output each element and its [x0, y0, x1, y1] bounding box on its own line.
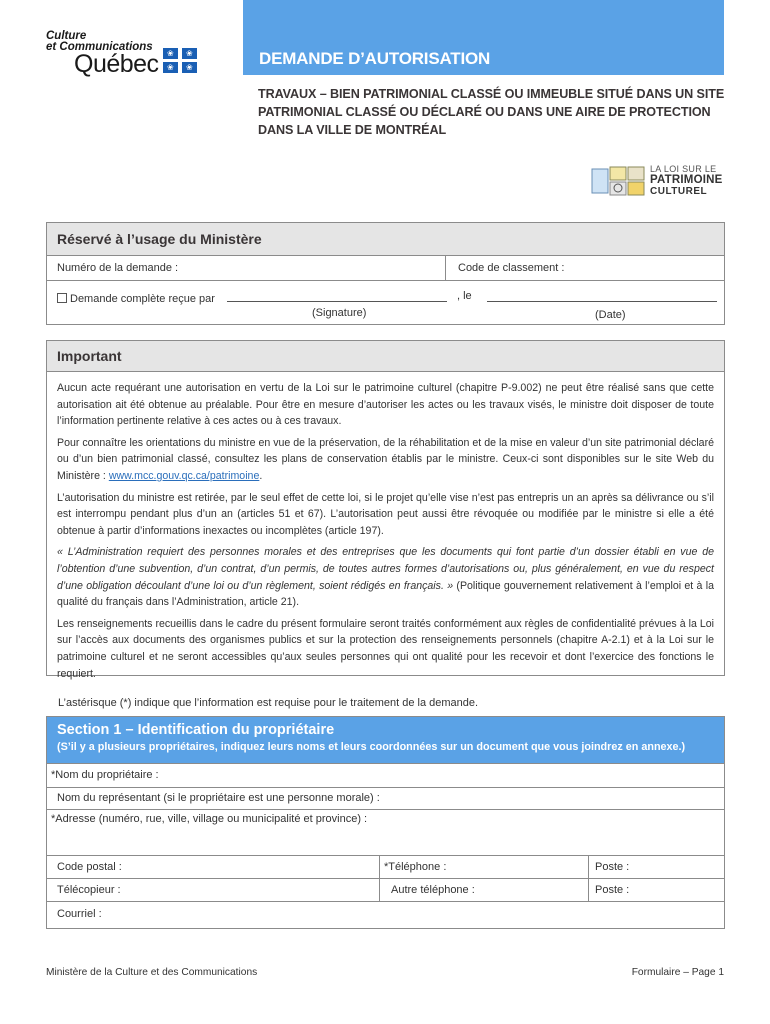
nom-proprietaire-field[interactable]: *Nom du propriétaire : — [51, 769, 159, 781]
law-logo-line-2: PATRIMOINE — [650, 174, 723, 186]
logo-line-communications: et Communications — [46, 41, 153, 53]
nom-representant-row[interactable] — [47, 787, 724, 809]
adresse-field[interactable]: *Adresse (numéro, rue, ville, village ou municipalité et province) : — [51, 813, 368, 825]
autre-telephone-field[interactable]: Autre téléphone : — [391, 884, 475, 896]
patrimoine-logo-icon — [590, 165, 646, 197]
demande-complete-checkbox[interactable] — [57, 293, 67, 303]
important-paragraph-2: Pour connaître les orientations du ministre en vue de la préservation, de la réhabilitation et de la mise en valeur d’un site patrimonial déclaré ou d’un bien patrimonial classé, consultez les plans de conservation établis par le ministre. Ceux-ci sont disponibles sur le site Web du Ministère : www.mcc.gouv.qc.ca/patrimoine. — [57, 436, 714, 482]
subtitle-line-1: TRAVAUX – BIEN PATRIMONIAL CLASSÉ OU IMMEUBLE SITUÉ DANS UN SITE — [258, 87, 725, 101]
numero-demande-field[interactable]: Numéro de la demande : — [57, 262, 179, 274]
code-postal-field[interactable]: Code postal : — [57, 861, 122, 873]
important-title: Important — [47, 341, 724, 372]
mcc-website-link[interactable]: www.mcc.gouv.qc.ca/patrimoine — [108, 469, 260, 482]
law-logo-line-3: CULTUREL — [650, 186, 708, 197]
title-bar-top — [243, 0, 724, 42]
poste-2-field[interactable]: Poste : — [595, 884, 630, 896]
code-classement-field[interactable]: Code de classement : — [458, 262, 565, 274]
code-postal-row — [47, 855, 724, 878]
telephone-field[interactable]: *Téléphone : — [384, 861, 447, 873]
date-caption: (Date) — [595, 309, 626, 321]
important-paragraph-5: Les renseignements recueillis dans le cadre du présent formulaire seront traités conformément aux règles de confidentialité prévues à la Loi sur l’accès aux documents des organismes publics et sur la protection des renseignements personnels (chapitre A-2.1) et à la Loi sur le patrimoine culturel et ne seront accessibles qu’aux seules personnes qui ont qualité pour les recevoir et dont l’exercice des fonctions le requiert. — [57, 617, 714, 680]
signature-line[interactable] — [227, 301, 447, 302]
important-box — [46, 340, 725, 680]
asterisk-note: L’astérisque (*) indique que l’information est requise pour le traitement de la demande. — [58, 697, 479, 709]
poste-1-field[interactable]: Poste : — [595, 861, 630, 873]
logo-quebec-text: Québec — [74, 50, 159, 78]
courriel-row[interactable] — [47, 901, 724, 929]
document-title: DEMANDE D’AUTORISATION — [243, 42, 724, 75]
footer-ministry: Ministère de la Culture et des Communications — [46, 967, 258, 978]
subtitle-line-3: DANS LA VILLE DE MONTRÉAL — [258, 123, 447, 137]
date-line[interactable] — [487, 301, 717, 302]
courriel-field[interactable]: Courriel : — [57, 908, 102, 920]
footer-page-number: Formulaire – Page 1 — [631, 967, 724, 978]
logo-line-culture: Culture — [46, 30, 87, 42]
important-paragraph-1: Aucun acte requérant une autorisation en vertu de la Loi sur le patrimoine culturel (chapitre P-9.002) ne peut être réalisé sans que cette autorisation ait été obtenue au préalable. Pour être en mesure d’autoriser les actes ou les travaux visés, le ministre doit disposer de toute l’information pertinente relative à ces actes ou à ces travaux. — [57, 382, 714, 428]
important-paragraph-4: « L’Administration requiert des personnes morales et des entreprises que les documents qui font partie d’un dossier établi en vue de l’obtention d’une subvention, d’un contrat, d’un permis, de toutes autres formes d’autorisations ou, plus généralement, en vue du respect d’une obligation découlant d’une loi ou d’un règlement, soient rédigés en français. » (Politique gouvernement relativement à l’emploi et à la qualité du français dans l’Administration, article 21). — [57, 546, 714, 609]
section-1-header — [47, 717, 724, 763]
reserve-title: Réservé à l’usage du Ministère — [47, 223, 724, 256]
le-label: , le — [457, 290, 472, 302]
telecopieur-field[interactable]: Télécopieur : — [57, 884, 121, 896]
quebec-flag-icon — [163, 48, 199, 74]
law-logo-line-1: LA LOI SUR LE — [650, 164, 717, 174]
subtitle-line-2: PATRIMONIAL CLASSÉ OU DÉCLARÉ OU DANS UNE AIRE DE PROTECTION — [258, 105, 711, 119]
signature-caption: (Signature) — [312, 307, 367, 319]
demande-complete-label: Demande complète reçue par — [70, 293, 215, 305]
adresse-row[interactable] — [47, 809, 724, 855]
nom-proprietaire-row[interactable] — [47, 763, 724, 787]
important-paragraph-3: L’autorisation du ministre est retirée, par le seul effet de cette loi, si le projet qu’elle vise n’est pas entrepris un an après sa délivrance ou s’il est interrompu pendant plus d’un an (articles 51 et 67). L’autorisation peut aussi être révoquée ou modifiée par le ministre si elle a été obtenue à partir d’informations inexactes ou incomplètes (article 197). — [57, 491, 714, 537]
telecopieur-row — [47, 878, 724, 901]
section-1-title: Section 1 – Identification du propriétaire — [57, 722, 335, 738]
section-1-subtitle: (S’il y a plusieurs propriétaires, indiquez leurs noms et leurs coordonnées sur un document que vous joindrez en annexe.) — [57, 741, 686, 753]
nom-representant-field[interactable]: Nom du représentant (si le propriétaire est une personne morale) : — [57, 792, 380, 804]
section-1-box — [46, 716, 725, 929]
reserve-box — [46, 222, 725, 325]
